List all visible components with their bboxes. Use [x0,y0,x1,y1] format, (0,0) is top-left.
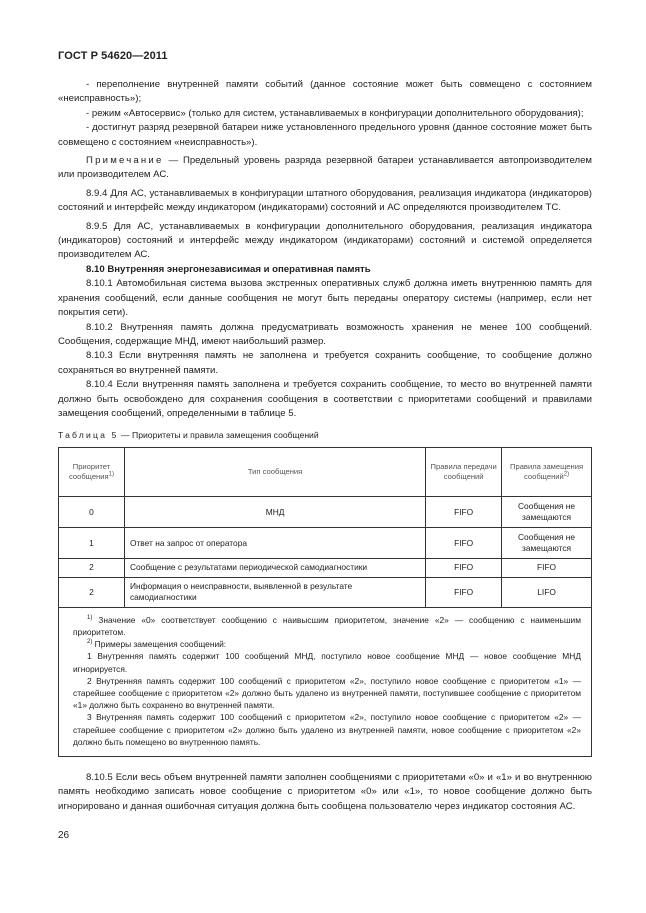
note-2: $^{2)}$ Примеры замещения сообщений: [87,639,227,650]
cell-transfer: FIFO [426,559,502,578]
document-body [58,78,592,814]
example-1: 1 Внутренняя память содержит 100 сообщений МНД, поступило новое сообщение МНД — новое сообщение МНД игнорируется. [73,651,581,674]
table-row [59,528,592,559]
header-priority: Приоритет сообщения$^{1)}$ [59,448,125,497]
table-notes [59,607,592,756]
note-label: Примечание [86,155,164,167]
paragraph-8-10-2: 8.10.2 Внутренняя память должна предусматривать возможность хранения не менее 100 сообщений. Сообщения, содержащие МНД, имеют наибольший размер. [58,321,592,347]
table-row [59,559,592,578]
header-transfer: Правила передачи сообщений [426,448,502,497]
table-row [59,497,592,528]
cell-type: МНД [124,497,425,528]
cell-replace: Сообщения не замещаются [502,528,592,559]
cell-replace: FIFO [502,559,592,578]
cell-type: Ответ на запрос от оператора [124,528,425,559]
note [58,154,592,183]
header-type: Тип сообщения [124,448,425,497]
cell-priority: 0 [59,497,125,528]
table-row [59,577,592,607]
cell-transfer: FIFO [426,577,502,607]
cell-type: Сообщение с результатами периодической самодиагностики [124,559,425,578]
bullet-battery: - достигнут разряд резервной батареи ниже установленного предельного уровня (данное состояние может быть совмещено с состоянием «неисправность»). [58,122,592,148]
bullet-autoservice: - режим «Автосервис» (только для систем, устанавливаемых в конфигурации дополнительного оборудования); [86,107,584,119]
example-3: 3 Внутренняя память содержит 100 сообщений с приоритетом «2», поступило новое сообщение с приоритетом «2» — старейшее сообщение с приоритетом «2» должно быть удалено из внутренней памяти, новое сообщение с приоритетом «2» должно быть помещено во внутреннюю память. [73,712,581,747]
document-header: ГОСТ Р 54620—2011 [58,50,168,62]
paragraph-8-10-1: 8.10.1 Автомобильная система вызова экстренных оперативных служб должна иметь внутреннюю память для хранения сообщений, если данные сообщения не могут быть переданы оператору системы (например, если нет покрытия сети). [58,278,592,319]
note-text: — Предельный уровень разряда резервной батареи устанавливается автопроизводителем или производителем АС. [58,155,592,181]
paragraph-8-9-4: 8.9.4 Для АС, устанавливаемых в конфигурации штатного оборудования, реализация индикатора (индикаторов) состояний и интерфейс между индикатором (индикаторами) состояний и АС определяются производителем ТС. [58,187,592,214]
table-notes-row [59,607,592,756]
paragraph-8-10-3: 8.10.3 Если внутренняя память не заполнена и требуется сохранить сообщение, то сообщение должно сохраняться во внутренней памяти. [58,350,592,376]
header-replace: Правила замещения сообщений$^{2)}$ [502,448,592,497]
bullet-memory-overflow: - переполнение внутренней памяти событий (данное состояние может быть совмещено с состоянием «неисправность»); [58,79,592,105]
paragraph-8-9-5: 8.9.5 Для АС, устанавливаемых в конфигурации дополнительного оборудования, реализация индикатора (индикаторов) состояний и интерфейс между индикатором (индикаторами) состояний и системой определяется производителем АС. [58,220,592,261]
cell-transfer: FIFO [426,497,502,528]
section-heading-8-10: 8.10 Внутренняя энергонезависимая и оперативная память [86,263,371,275]
cell-priority: 1 [59,528,125,559]
cell-replace: Сообщения не замещаются [502,497,592,528]
priority-table [58,447,592,757]
cell-type: Информация о неисправности, выявленной в результате самодиагностики [124,577,425,607]
cell-priority: 2 [59,559,125,578]
paragraph-8-10-5: 8.10.5 Если весь объем внутренней памяти заполнен сообщениями с приоритетами «0» и «1» и во внутреннюю память необходимо записать новое сообщение с приоритетом «0» или «1», то новое сообщение должно быть игнорировано и данная ошибочная ситуация должна быть сообщена пользователю через индикатор состояния АС. [58,772,592,812]
table-caption-text: — Приоритеты и правила замещения сообщений [118,430,319,441]
cell-priority: 2 [59,577,125,607]
cell-transfer: FIFO [426,528,502,559]
example-2: 2 Внутренняя память содержит 100 сообщений с приоритетом «2», поступило новое сообщение с приоритетом «1» — старейшее сообщение с приоритетом «2» должно быть удалено из внутренней памяти, поступившее сообщение с приоритетом «1» должно быть сохранено во внутренней памяти. [73,675,581,711]
table-header-row [59,448,592,497]
paragraph-8-10-4: 8.10.4 Если внутренняя память заполнена и требуется сохранить сообщение, то место во внутренней памяти должно быть освобождено для сохранения сообщения в соответствии с приоритетами сообщений и правилами замещения сообщений, определенными в таблице 5. [58,379,592,419]
cell-replace: LIFO [502,577,592,607]
note-1: $^{1)}$ Значение «0» соответствует сообщению с наивысшим приоритетом, значение «2» — сообщению с наименьшим приоритетом. [73,614,581,638]
page-number: 26 [58,830,70,841]
table-caption [58,429,592,442]
table-caption-label: Таблица 5 [58,430,119,441]
